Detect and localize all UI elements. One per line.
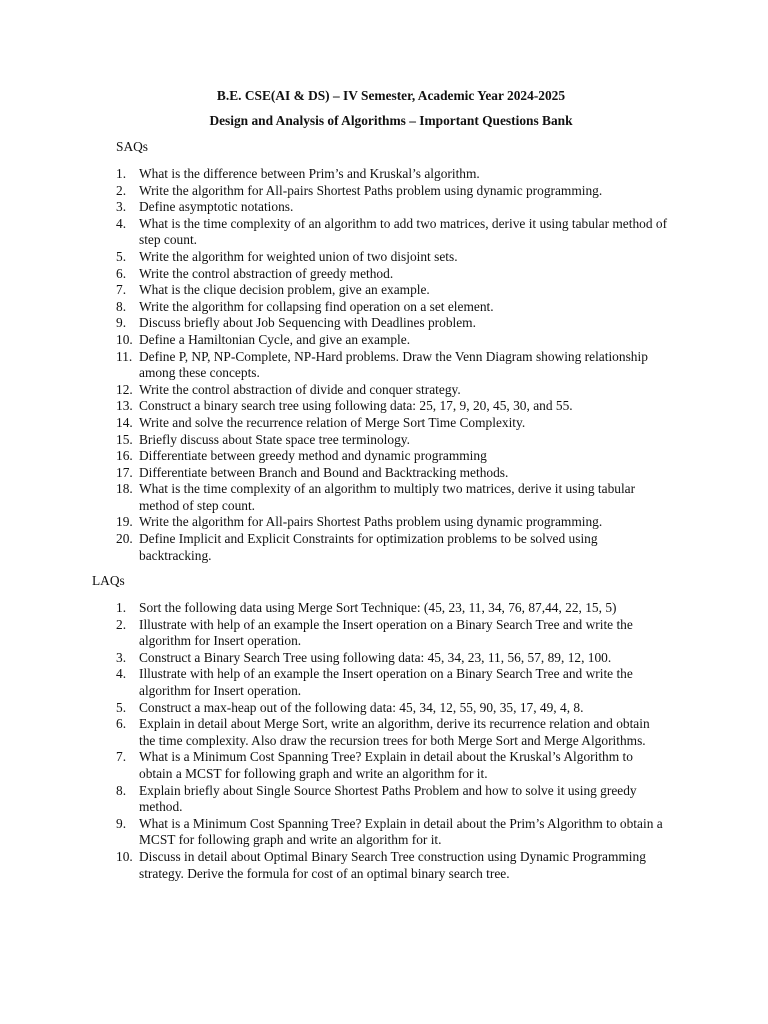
saq-item	[0, 349, 669, 382]
question-number: 13.	[116, 398, 133, 414]
question-number: 2.	[116, 182, 127, 198]
saq-item	[0, 282, 669, 299]
laq-item	[0, 666, 669, 699]
question-number: 10.	[116, 848, 133, 864]
question-text: Explain briefly about Single Source Shortest Paths Problem and how to solve it using greedy method.	[139, 782, 637, 815]
question-text: Construct a Binary Search Tree using following data: 45, 34, 23, 11, 56, 57, 89, 12, 100.	[139, 649, 612, 665]
laq-heading: LAQs	[92, 573, 125, 588]
question-number: 16.	[116, 448, 133, 464]
question-number: 8.	[116, 782, 127, 798]
saq-item	[0, 315, 669, 332]
question-text: What is the time complexity of an algorithm to multiply two matrices, derive it using tabular method of step count.	[139, 481, 636, 513]
question-number: 17.	[116, 464, 133, 480]
question-number: 6.	[116, 716, 127, 732]
question-text: Write the algorithm for weighted union of two disjoint sets.	[139, 248, 458, 264]
question-number: 9.	[116, 315, 127, 331]
question-text: Construct a max-heap out of the following data: 45, 34, 12, 55, 90, 35, 17, 49, 4, 8.	[139, 699, 584, 715]
saq-item	[0, 332, 669, 349]
course-title: B.E. CSE(AI & DS) – IV Semester, Academic Year 2024-2025	[216, 88, 566, 103]
question-text: Define a Hamiltonian Cycle, and give an example.	[139, 331, 411, 347]
question-number: 9.	[116, 815, 127, 831]
question-number: 1.	[116, 166, 127, 181]
laq-list	[0, 600, 669, 882]
question-number: 7.	[116, 749, 127, 765]
question-number: 3.	[116, 199, 127, 215]
question-text: Explain in detail about Merge Sort, write an algorithm, derive its recurrence relation and obtain the time complexity. Also draw the recursion trees for both Merge Sort and Merge Algorithms.	[139, 716, 650, 748]
question-number: 6.	[116, 265, 127, 281]
laq-item	[0, 783, 669, 816]
saq-item	[0, 398, 669, 415]
saq-item	[0, 166, 669, 183]
question-text: What is a Minimum Cost Spanning Tree? Explain in detail about the Kruskal’s Algorithm to obtain a MCST for following graph and write an algorithm for it.	[139, 749, 633, 781]
question-number: 1.	[116, 600, 127, 615]
subject-title: Design and Analysis of Algorithms – Important Questions Bank	[209, 113, 573, 128]
question-number: 18.	[116, 481, 133, 497]
saq-item	[0, 432, 669, 449]
question-number: 2.	[116, 616, 127, 632]
question-text: Construct a binary search tree using following data: 25, 17, 9, 20, 45, 30, and 55.	[139, 398, 573, 414]
question-text: Write and solve the recurrence relation of Merge Sort Time Complexity.	[139, 414, 526, 430]
question-text: Briefly discuss about State space tree terminology.	[139, 431, 410, 447]
saq-item	[0, 415, 669, 432]
laq-item	[0, 650, 669, 667]
question-number: 19.	[116, 514, 133, 530]
question-text: Differentiate between greedy method and dynamic programming	[139, 448, 487, 464]
question-text: Define P, NP, NP-Complete, NP-Hard problems. Draw the Venn Diagram showing relationship among these concepts.	[139, 348, 648, 381]
question-number: 4.	[116, 666, 127, 682]
question-text: Define Implicit and Explicit Constraints for optimization problems to be solved using backtracking.	[139, 531, 598, 563]
laq-item	[0, 700, 669, 717]
laq-item	[0, 749, 669, 782]
question-number: 7.	[116, 282, 127, 298]
saq-item	[0, 216, 669, 249]
question-number: 12.	[116, 381, 133, 397]
saq-item	[0, 465, 669, 482]
question-text: Sort the following data using Merge Sort Technique: (45, 23, 11, 34, 76, 87,44, 22, 15, 5)	[139, 600, 617, 615]
question-text: What is a Minimum Cost Spanning Tree? Explain in detail about the Prim’s Algorithm to obtain a MCST for following graph and write an algorithm for it.	[139, 815, 663, 848]
question-number: 10.	[116, 331, 133, 347]
question-number: 8.	[116, 298, 127, 314]
question-text: Define asymptotic notations.	[139, 199, 294, 215]
question-text: What is the clique decision problem, give an example.	[139, 282, 430, 298]
question-number: 5.	[116, 699, 127, 715]
saq-item	[0, 448, 669, 465]
question-number: 4.	[116, 215, 127, 231]
question-text: Write the algorithm for All-pairs Shortest Paths problem using dynamic programming.	[139, 182, 603, 198]
saq-item	[0, 199, 669, 216]
saq-item	[0, 183, 669, 200]
question-number: 11.	[116, 348, 133, 364]
saq-item	[0, 266, 669, 283]
saq-item	[0, 481, 669, 514]
question-text: Write the control abstraction of greedy method.	[139, 265, 394, 281]
saq-item	[0, 249, 669, 266]
question-text: Differentiate between Branch and Bound and Backtracking methods.	[139, 464, 509, 480]
laq-item	[0, 849, 669, 882]
question-text: What is the difference between Prim’s and Kruskal’s algorithm.	[139, 166, 480, 181]
saq-item	[0, 514, 669, 531]
question-text: Discuss briefly about Job Sequencing with Deadlines problem.	[139, 315, 476, 331]
laq-item	[0, 600, 669, 617]
question-text: Write the algorithm for All-pairs Shortest Paths problem using dynamic programming.	[139, 514, 603, 530]
question-text: Illustrate with help of an example the Insert operation on a Binary Search Tree and write the algorithm for Insert operation.	[139, 666, 633, 698]
question-number: 5.	[116, 248, 127, 264]
question-number: 3.	[116, 649, 127, 665]
laq-item	[0, 617, 669, 650]
saq-list	[0, 166, 669, 564]
laq-item	[0, 716, 669, 749]
question-number: 15.	[116, 431, 133, 447]
question-text: Write the algorithm for collapsing find operation on a set element.	[139, 298, 494, 314]
question-text: Illustrate with help of an example the Insert operation on a Binary Search Tree and write the algorithm for Insert operation.	[139, 616, 633, 649]
laq-item	[0, 816, 669, 849]
question-text: What is the time complexity of an algorithm to add two matrices, derive it using tabular method of step count.	[139, 215, 668, 248]
saq-item	[0, 382, 669, 399]
question-number: 14.	[116, 414, 133, 430]
question-number: 20.	[116, 531, 133, 547]
saq-heading: SAQs	[116, 139, 148, 154]
question-text: Write the control abstraction of divide and conquer strategy.	[139, 381, 461, 397]
question-text: Discuss in detail about Optimal Binary Search Tree construction using Dynamic Programming strategy. Derive the formula for cost of an optimal binary search tree.	[139, 848, 646, 881]
saq-item	[0, 299, 669, 316]
saq-item	[0, 531, 669, 564]
